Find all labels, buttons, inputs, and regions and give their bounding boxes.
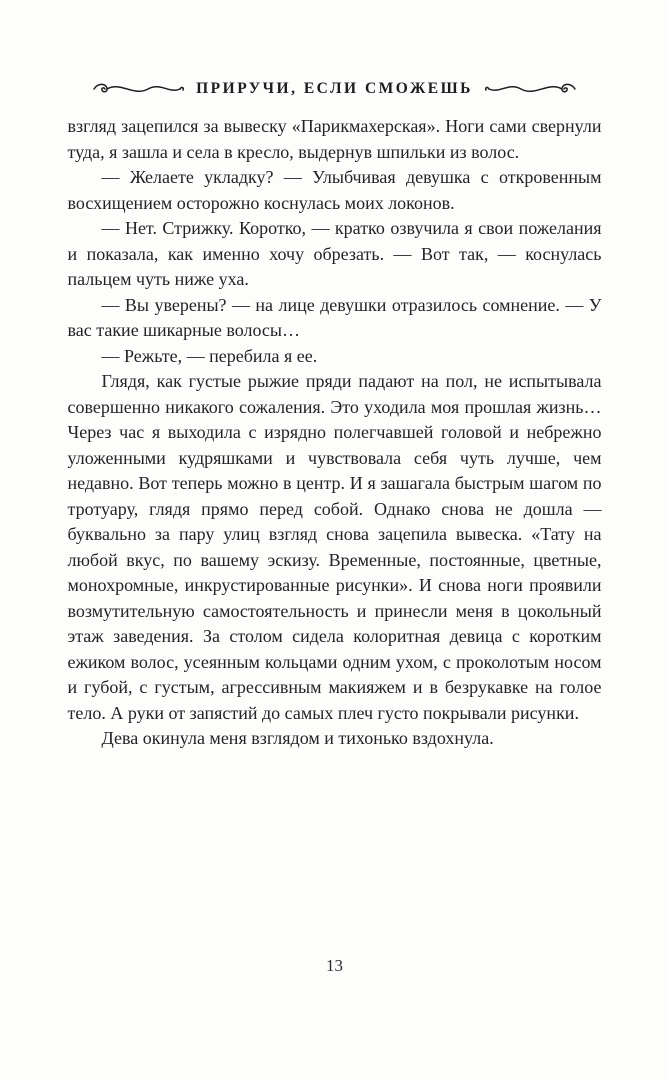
running-head-title: ПРИРУЧИ, ЕСЛИ СМОЖЕШЬ (196, 80, 473, 97)
paragraph: — Нет. Стрижку. Коротко, — кратко озвучила я свои пожелания и показала, как именно хочу обрезать. — Вот так, — коснулась пальцем чуть ниже уха. (67, 218, 602, 289)
page-body-text (68, 114, 602, 752)
flourish-right-icon (483, 80, 579, 98)
paragraph: — Вы уверены? — на лице девушки отразилось сомнение. — У вас такие шикарные волосы… (67, 294, 602, 340)
running-head (0, 0, 669, 98)
paragraph: взгляд зацепился за вывеску «Парикмахерская». Ноги сами свернули туда, я зашла и села в кресло, выдернув шпильки из волос. (67, 116, 602, 162)
page-number: 13 (326, 956, 343, 975)
paragraph: Глядя, как густые рыжие пряди падают на пол, не испытывала совершенно никакого сожаления. Это уходила моя прошлая жизнь… Через час я выходила с изрядно полегчавшей головой и небрежно уложенными кудряшками и чувствовала себя чуть лучше, чем недавно. Вот теперь можно в центр. И я зашагала быстрым шагом по тротуару, глядя прямо перед собой. Однако снова не дошла — буквально за пару улиц взгляд снова зацепила вывеска. «Тату на любой вкус, по вашему эскизу. Временные, постоянные, цветные, монохромные, инкрустированные рисунки». И снова ноги проявили возмутительную самостоятельность и принесли меня в цокольный этаж заведения. За столом сидела колоритная девица с коротким ежиком волос, усеянным кольцами одним ухом, с проколотым носом и губой, с густым, агрессивным макияжем и в безрукавке на голое тело. А руки от запястий до самых плеч густо покрывали рисунки. (67, 371, 602, 723)
flourish-left-icon (90, 80, 186, 98)
paragraph: Дева окинула меня взглядом и тихонько вздохнула. (101, 728, 494, 748)
paragraph: — Режьте, — перебила я ее. (101, 345, 318, 366)
paragraph: — Желаете укладку? — Улыбчивая девушка с откровенным восхищением осторожно коснулась моих локонов. (67, 167, 602, 213)
